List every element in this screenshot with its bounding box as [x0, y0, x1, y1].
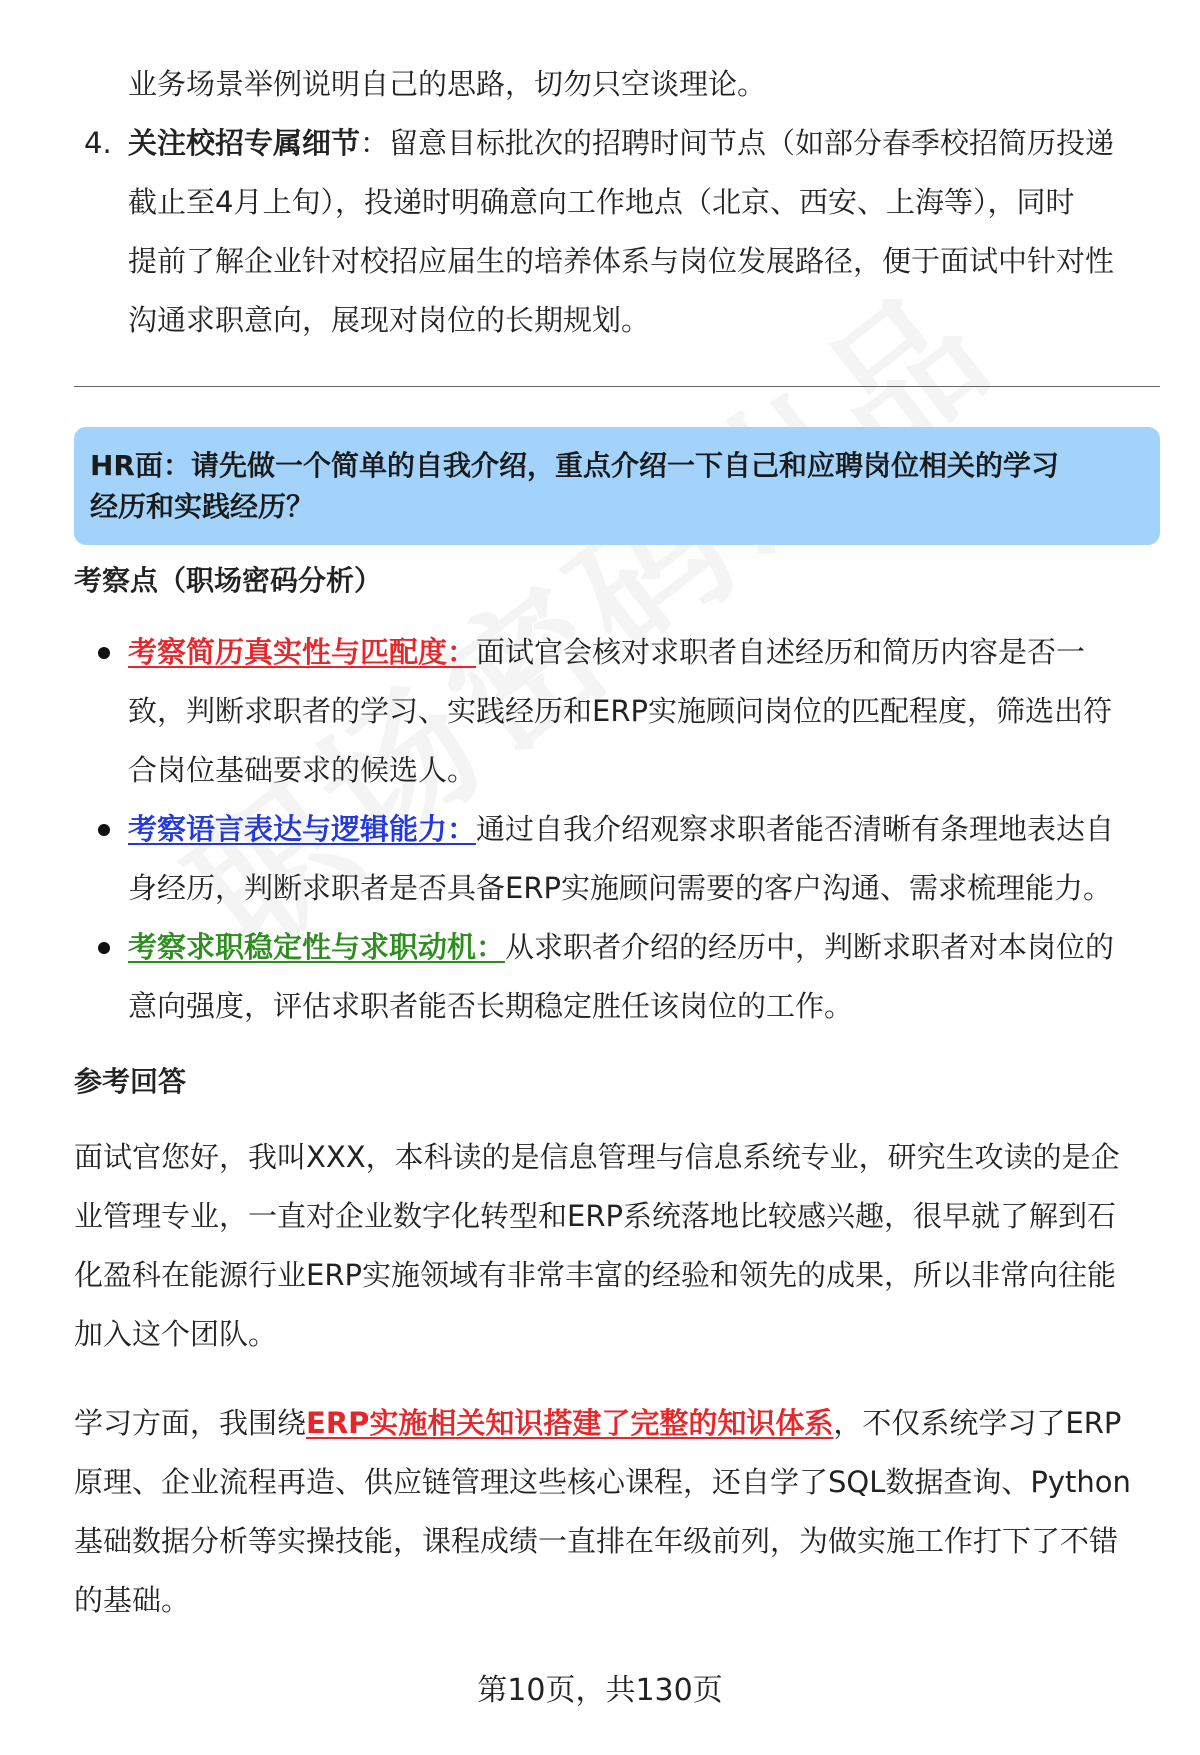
analysis-text: 面试官会核对求职者自述经历和简历内容是否一 [476, 635, 1086, 669]
highlight-text: ERP实施相关知识搭建了完整的知识体系 [306, 1406, 834, 1440]
answer-heading: 参考回答 [74, 1065, 187, 1098]
paragraph-line: 面试官您好，我叫XXX，本科读的是信息管理与信息系统专业，研究生攻读的是企 [74, 1140, 1120, 1174]
paragraph-line: 化盈科在能源行业ERP实施领域有非常丰富的经验和领先的成果，所以非常向往能 [74, 1258, 1116, 1292]
paragraph-line [74, 1394, 1160, 1453]
paragraph-line: 原理、企业流程再造、供应链管理这些核心课程，还自学了SQL数据查询、Python [74, 1465, 1131, 1499]
analysis-item [74, 623, 1160, 800]
paragraph-line: 基础数据分析等实操技能，课程成绩一直排在年级前列，为做实施工作打下了不错 [74, 1524, 1119, 1558]
item-text: 留意目标批次的招聘时间节点（如部分春季校招简历投递 [389, 126, 1115, 160]
analysis-text: 身经历，判断求职者是否具备ERP实施顾问需要的客户沟通、需求梳理能力。 [128, 871, 1112, 905]
question-box [74, 427, 1160, 545]
item-number: 4. [84, 126, 112, 160]
item-body [128, 114, 1160, 350]
page-footer: 第10页，共130页 [477, 1673, 723, 1708]
question-line-1: HR面：请先做一个简单的自我介绍，重点介绍一下自己和应聘岗位相关的学习 [90, 449, 1059, 482]
analysis-keyword: 考察求职稳定性与求职动机： [128, 930, 506, 964]
analysis-text: 合岗位基础要求的候选人。 [128, 753, 477, 787]
paragraph-line: 的基础。 [74, 1583, 191, 1617]
item-colon: ： [360, 126, 390, 160]
bullet-dot [98, 942, 110, 954]
item-title: 关注校招专属细节 [128, 126, 361, 160]
item-line-2: 截止至4月上旬），投递时明确意向工作地点（北京、西安、上海等），同时 [128, 185, 1075, 219]
analysis-keyword: 考察简历真实性与匹配度： [128, 635, 477, 669]
analysis-list [74, 623, 1160, 1036]
page-content [74, 55, 1160, 1660]
paragraph-line: 业管理专业，一直对企业数字化转型和ERP系统落地比较感兴趣，很早就了解到石 [74, 1199, 1116, 1233]
analysis-text: 通过自我介绍观察求职者能否清晰有条理地表达自 [476, 812, 1115, 846]
item-line-1 [128, 114, 1160, 173]
paragraph-text: 学习方面，我围绕 [74, 1406, 307, 1440]
item-line-4: 沟通求职意向，展现对岗位的长期规划。 [128, 303, 651, 337]
analysis-item [74, 918, 1160, 1036]
analysis-text: 意向强度，评估求职者能否长期稳定胜任该岗位的工作。 [128, 989, 854, 1023]
bullet-dot [98, 824, 110, 836]
question-line-2: 经历和实践经历？ [90, 490, 315, 523]
analysis-keyword: 考察语言表达与逻辑能力： [128, 812, 477, 846]
paragraph-text: ，不仅系统学习了ERP [833, 1406, 1122, 1440]
item-line-3: 提前了解企业针对校招应届生的培养体系与岗位发展路径，便于面试中针对性 [128, 244, 1115, 278]
intro-tail-text: 业务场景举例说明自己的思路，切勿只空谈理论。 [128, 67, 767, 101]
bullet-dot [98, 647, 110, 659]
paragraph-line: 加入这个团队。 [74, 1317, 278, 1351]
analysis-text: 致，判断求职者的学习、实践经历和ERP实施顾问岗位的匹配程度，筛选出符 [128, 694, 1112, 728]
analysis-heading: 考察点（职场密码分析） [74, 564, 383, 597]
numbered-item-4 [74, 114, 1160, 350]
analysis-item [74, 800, 1160, 918]
analysis-text: 从求职者介绍的经历中，判断求职者对本岗位的 [505, 930, 1115, 964]
section-divider [74, 386, 1160, 387]
answer-paragraph-2 [74, 1394, 1160, 1630]
answer-paragraph-1 [74, 1128, 1160, 1364]
